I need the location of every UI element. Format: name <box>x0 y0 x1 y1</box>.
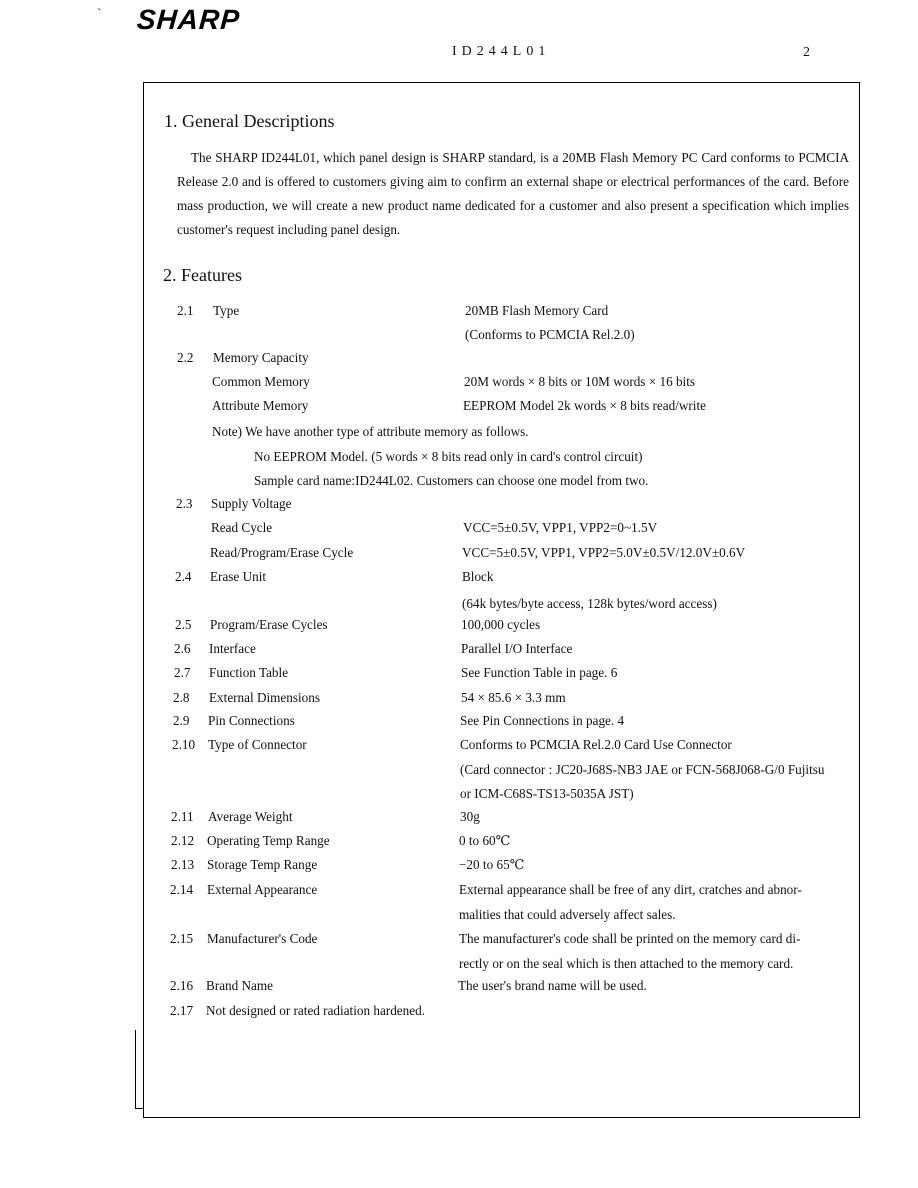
feature-label: Read Cycle <box>211 520 273 535</box>
feature-label: Attribute Memory <box>212 398 309 413</box>
feature-label: Not designed or rated radiation hardened. <box>206 1003 425 1018</box>
feature-value: (64k bytes/byte access, 128k bytes/word access) <box>462 596 717 611</box>
feature-value: or ICM-C68S-TS13-5035A JST) <box>460 786 634 801</box>
feature-value: (Conforms to PCMCIA Rel.2.0) <box>465 327 635 342</box>
feature-number: 2.8 <box>173 690 190 705</box>
feature-label: Read/Program/Erase Cycle <box>210 545 354 560</box>
feature-label: Average Weight <box>208 809 293 824</box>
feature-label: Type <box>213 303 240 318</box>
feature-value: 20MB Flash Memory Card <box>465 303 609 318</box>
feature-value: VCC=5±0.5V, VPP1, VPP2=0~1.5V <box>463 520 658 535</box>
feature-number: 2.9 <box>173 713 190 728</box>
feature-value: See Pin Connections in page. 4 <box>460 713 625 728</box>
feature-label: Program/Erase Cycles <box>210 617 328 632</box>
feature-label: Interface <box>209 641 256 656</box>
frame-corner-line <box>135 1030 144 1109</box>
feature-value: The user's brand name will be used. <box>458 978 647 993</box>
feature-label: Operating Temp Range <box>207 833 330 848</box>
feature-value: rectly or on the seal which is then attached to the memory card. <box>459 956 794 971</box>
feature-number: 2.7 <box>174 665 191 680</box>
page-number: 2 <box>803 45 810 60</box>
feature-label: Function Table <box>209 665 289 680</box>
document-id: ID244L01 <box>452 44 551 59</box>
feature-label: No EEPROM Model. (5 words × 8 bits read only in card's control circuit) <box>254 449 643 464</box>
general-description-text: The SHARP ID244L01, which panel design is SHARP standard, is a 20MB Flash Memory PC Card conforms to PCMCIA Release 2.0 and is offered to customers giving aim to confirm an external shape or electrical performances of the card. Before mass production, we will create a new product name dedicated for a customer and also present a specification which implies customer's request including panel design. <box>177 150 849 237</box>
feature-label: External Appearance <box>207 882 318 897</box>
feature-value: EEPROM Model 2k words × 8 bits read/write <box>463 398 706 413</box>
feature-value: −20 to 65℃ <box>459 857 525 872</box>
feature-label: Storage Temp Range <box>207 857 318 872</box>
feature-number: 2.3 <box>176 496 193 511</box>
feature-label: Pin Connections <box>208 713 295 728</box>
feature-number: 2.4 <box>175 569 192 584</box>
section-title-features: 2. Features <box>163 265 242 285</box>
feature-value: External appearance shall be free of any dirt, cratches and abnor- <box>459 882 802 897</box>
feature-label: Brand Name <box>206 978 274 993</box>
feature-number: 2.13 <box>171 857 195 872</box>
feature-label: Note) We have another type of attribute memory as follows. <box>212 424 529 439</box>
general-description-paragraph <box>177 146 849 242</box>
feature-label: Sample card name:ID244L02. Customers can choose one model from two. <box>254 473 649 488</box>
feature-value: 54 × 85.6 × 3.3 mm <box>461 690 566 705</box>
feature-number: 2.11 <box>171 809 194 824</box>
feature-label: Memory Capacity <box>213 350 309 365</box>
feature-label: Common Memory <box>212 374 310 389</box>
feature-number: 2.6 <box>174 641 191 656</box>
feature-value: 30g <box>460 809 480 824</box>
feature-value: See Function Table in page. 6 <box>461 665 618 680</box>
corner-mark: ` <box>97 7 102 22</box>
feature-value: 0 to 60℃ <box>459 833 511 848</box>
feature-number: 2.1 <box>177 303 194 318</box>
feature-label: Type of Connector <box>208 737 307 752</box>
feature-label: External Dimensions <box>209 690 320 705</box>
feature-value: 100,000 cycles <box>461 617 541 632</box>
feature-label: Manufacturer's Code <box>207 931 318 946</box>
feature-number: 2.16 <box>170 978 194 993</box>
feature-number: 2.17 <box>170 1003 194 1018</box>
feature-number: 2.12 <box>171 833 195 848</box>
feature-label: Erase Unit <box>210 569 267 584</box>
feature-value: Conforms to PCMCIA Rel.2.0 Card Use Connector <box>460 737 732 752</box>
feature-value: malities that could adversely affect sales. <box>459 907 676 922</box>
feature-number: 2.15 <box>170 931 194 946</box>
feature-label: Supply Voltage <box>211 496 292 511</box>
feature-value: Parallel I/O Interface <box>461 641 573 656</box>
feature-value: Block <box>462 569 494 584</box>
feature-number: 2.5 <box>175 617 192 632</box>
feature-number: 2.2 <box>177 350 194 365</box>
section-title-general-descriptions: 1. General Descriptions <box>164 111 335 131</box>
feature-value: The manufacturer's code shall be printed on the memory card di- <box>459 931 801 946</box>
feature-value: (Card connector : JC20-J68S-NB3 JAE or FCN-568J068-G/0 Fujitsu <box>460 762 825 777</box>
feature-number: 2.10 <box>172 737 196 752</box>
sharp-logo: SHARP <box>135 4 242 35</box>
feature-number: 2.14 <box>170 882 194 897</box>
feature-value: 20M words × 8 bits or 10M words × 16 bits <box>464 374 696 389</box>
feature-value: VCC=5±0.5V, VPP1, VPP2=5.0V±0.5V/12.0V±0.6V <box>462 545 746 560</box>
